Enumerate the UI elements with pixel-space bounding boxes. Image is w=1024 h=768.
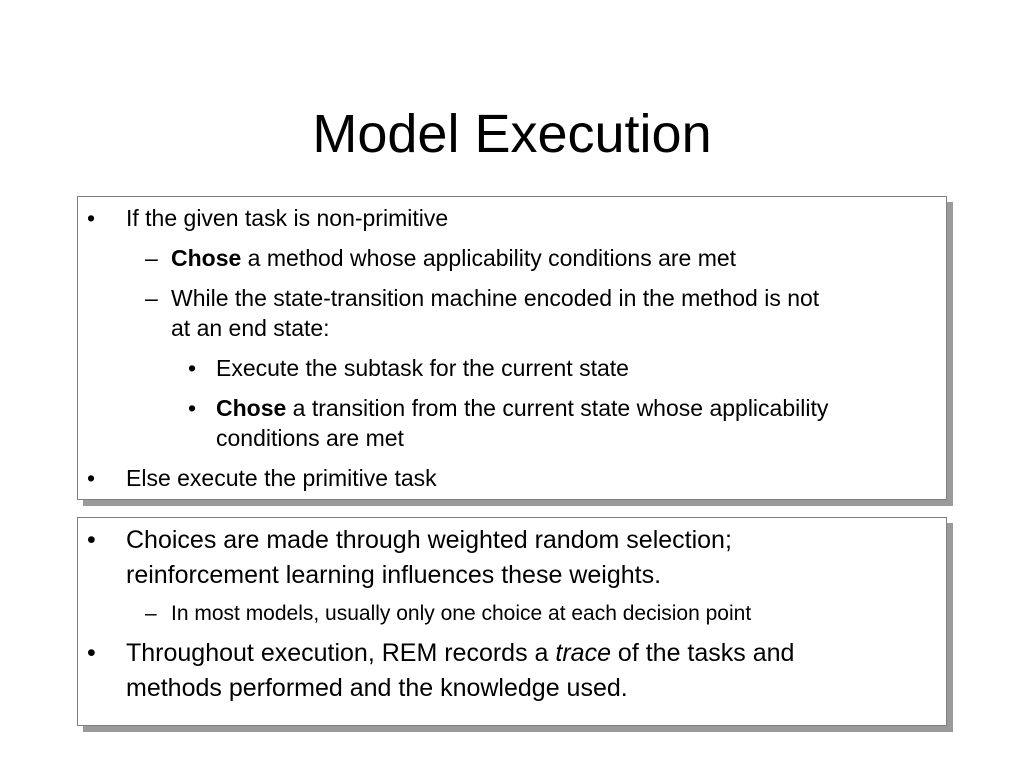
dash-marker: – — [145, 285, 158, 311]
subsub-bullet-execute-subtask: Execute the subtask for the current state — [216, 355, 629, 381]
sub-bullet-while-line2: at an end state: — [171, 315, 330, 341]
bold-chose: Chose — [171, 245, 242, 271]
italic-trace: trace — [555, 639, 611, 667]
subsub-bullet-choose-transition-line2: conditions are met — [216, 425, 404, 451]
bullet-choices-line1: Choices are made through weighted random selection; — [126, 526, 732, 554]
bullet-throughout-pre: Throughout execution, REM records a — [126, 639, 556, 667]
bullet-marker: • — [188, 395, 197, 421]
bullet-marker: • — [87, 526, 96, 554]
content-box-choices — [77, 517, 947, 726]
sub-bullet-most-models: In most models, usually only one choice at each decision point — [171, 602, 752, 625]
bullet-throughout-line2: methods performed and the knowledge used. — [126, 674, 628, 702]
sub-bullet-choose-method-text: a method whose applicability conditions are met — [241, 245, 737, 271]
bullet-text-else-primitive: Else execute the primitive task — [126, 465, 437, 491]
bold-chose: Chose — [216, 395, 287, 421]
bullet-marker: • — [87, 205, 96, 231]
bullet-choices-line2: reinforcement learning influences these weights. — [126, 561, 662, 589]
slide-title: Model Execution — [312, 104, 712, 164]
subsub-bullet-choose-transition-line1 — [216, 393, 828, 423]
content-box-execution-steps — [77, 196, 947, 500]
bullet-marker: • — [188, 355, 197, 381]
subsub-bullet-choose-transition-text: a transition from the current state whose applicability — [286, 395, 829, 421]
bullet-throughout-line1 — [126, 636, 794, 671]
bullet-marker: • — [87, 639, 96, 667]
dash-marker: – — [145, 602, 157, 625]
dash-marker: – — [145, 245, 158, 271]
bullet-marker: • — [87, 465, 96, 491]
sub-bullet-choose-method — [171, 243, 736, 273]
sub-bullet-while-line1: While the state-transition machine encoded in the method is not — [171, 285, 820, 311]
bullet-throughout-post: of the tasks and — [610, 639, 795, 667]
bullet-text-if-nonprimitive: If the given task is non-primitive — [126, 205, 449, 231]
